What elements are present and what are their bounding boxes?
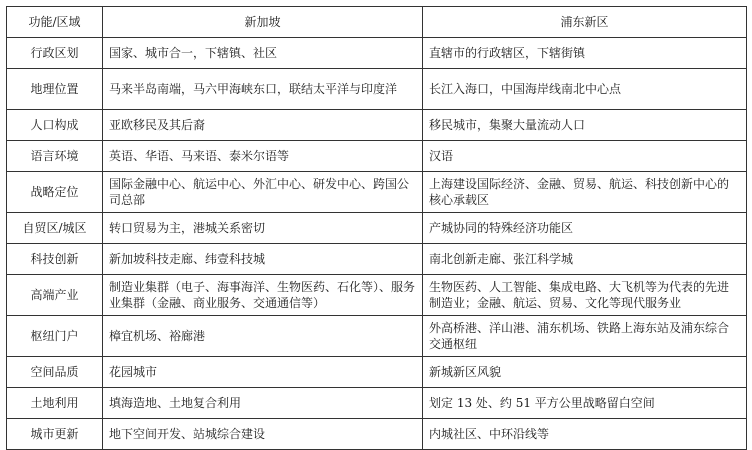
- singapore-cell: 填海造地、土地复合利用: [103, 388, 423, 419]
- pudong-cell: 上海建设国际经济、金融、贸易、航运、科技创新中心的核心承载区: [423, 172, 747, 213]
- table-row: [7, 110, 747, 141]
- row-label: 人口构成: [7, 110, 103, 141]
- table-row: [7, 213, 747, 244]
- table-row: [7, 357, 747, 388]
- row-label: 战略定位: [7, 172, 103, 213]
- row-label: 城市更新: [7, 419, 103, 450]
- singapore-cell: 地下空间开发、站城综合建设: [103, 419, 423, 450]
- header-singapore: 新加坡: [103, 7, 423, 38]
- table-row: [7, 69, 747, 110]
- row-label: 土地利用: [7, 388, 103, 419]
- singapore-cell: 转口贸易为主，港城关系密切: [103, 213, 423, 244]
- singapore-cell: 国际金融中心、航运中心、外汇中心、研发中心、跨国公司总部: [103, 172, 423, 213]
- table-row: [7, 419, 747, 450]
- row-label: 地理位置: [7, 69, 103, 110]
- pudong-cell: 移民城市，集聚大量流动人口: [423, 110, 747, 141]
- row-label: 枢纽门户: [7, 316, 103, 357]
- table-row: [7, 172, 747, 213]
- table-row: [7, 141, 747, 172]
- row-label: 空间品质: [7, 357, 103, 388]
- table-row: [7, 38, 747, 69]
- comparison-table-container: [6, 6, 746, 450]
- singapore-cell: 国家、城市合一，下辖镇、社区: [103, 38, 423, 69]
- pudong-cell: 产城协同的特殊经济功能区: [423, 213, 747, 244]
- pudong-cell: 生物医药、人工智能、集成电路、大飞机等为代表的先进制造业；金融、航运、贸易、文化等现代服务业: [423, 275, 747, 316]
- table-header-row: [7, 7, 747, 38]
- pudong-cell: 长江入海口，中国海岸线南北中心点: [423, 69, 747, 110]
- pudong-cell: 内城社区、中环沿线等: [423, 419, 747, 450]
- pudong-cell: 汉语: [423, 141, 747, 172]
- singapore-cell: 花园城市: [103, 357, 423, 388]
- singapore-cell: 樟宜机场、裕廊港: [103, 316, 423, 357]
- table-row: [7, 244, 747, 275]
- comparison-table: [6, 6, 747, 450]
- singapore-cell: 新加坡科技走廊、纬壹科技城: [103, 244, 423, 275]
- singapore-cell: 亚欧移民及其后裔: [103, 110, 423, 141]
- table-row: [7, 316, 747, 357]
- table-row: [7, 388, 747, 419]
- table-body: [7, 38, 747, 450]
- row-label: 行政区划: [7, 38, 103, 69]
- row-label: 高端产业: [7, 275, 103, 316]
- header-pudong: 浦东新区: [423, 7, 747, 38]
- table-row: [7, 275, 747, 316]
- header-function-area: 功能/区域: [7, 7, 103, 38]
- singapore-cell: 英语、华语、马来语、泰米尔语等: [103, 141, 423, 172]
- pudong-cell: 新城新区风貌: [423, 357, 747, 388]
- row-label: 语言环境: [7, 141, 103, 172]
- row-label: 科技创新: [7, 244, 103, 275]
- pudong-cell: 划定 13 处、约 51 平方公里战略留白空间: [423, 388, 747, 419]
- pudong-cell: 直辖市的行政辖区，下辖街镇: [423, 38, 747, 69]
- singapore-cell: 马来半岛南端，马六甲海峡东口，联结太平洋与印度洋: [103, 69, 423, 110]
- pudong-cell: 南北创新走廊、张江科学城: [423, 244, 747, 275]
- row-label: 自贸区/城区: [7, 213, 103, 244]
- singapore-cell: 制造业集群（电子、海事海洋、生物医药、石化等）、服务业集群（金融、商业服务、交通通信等）: [103, 275, 423, 316]
- pudong-cell: 外高桥港、洋山港、浦东机场、铁路上海东站及浦东综合交通枢纽: [423, 316, 747, 357]
